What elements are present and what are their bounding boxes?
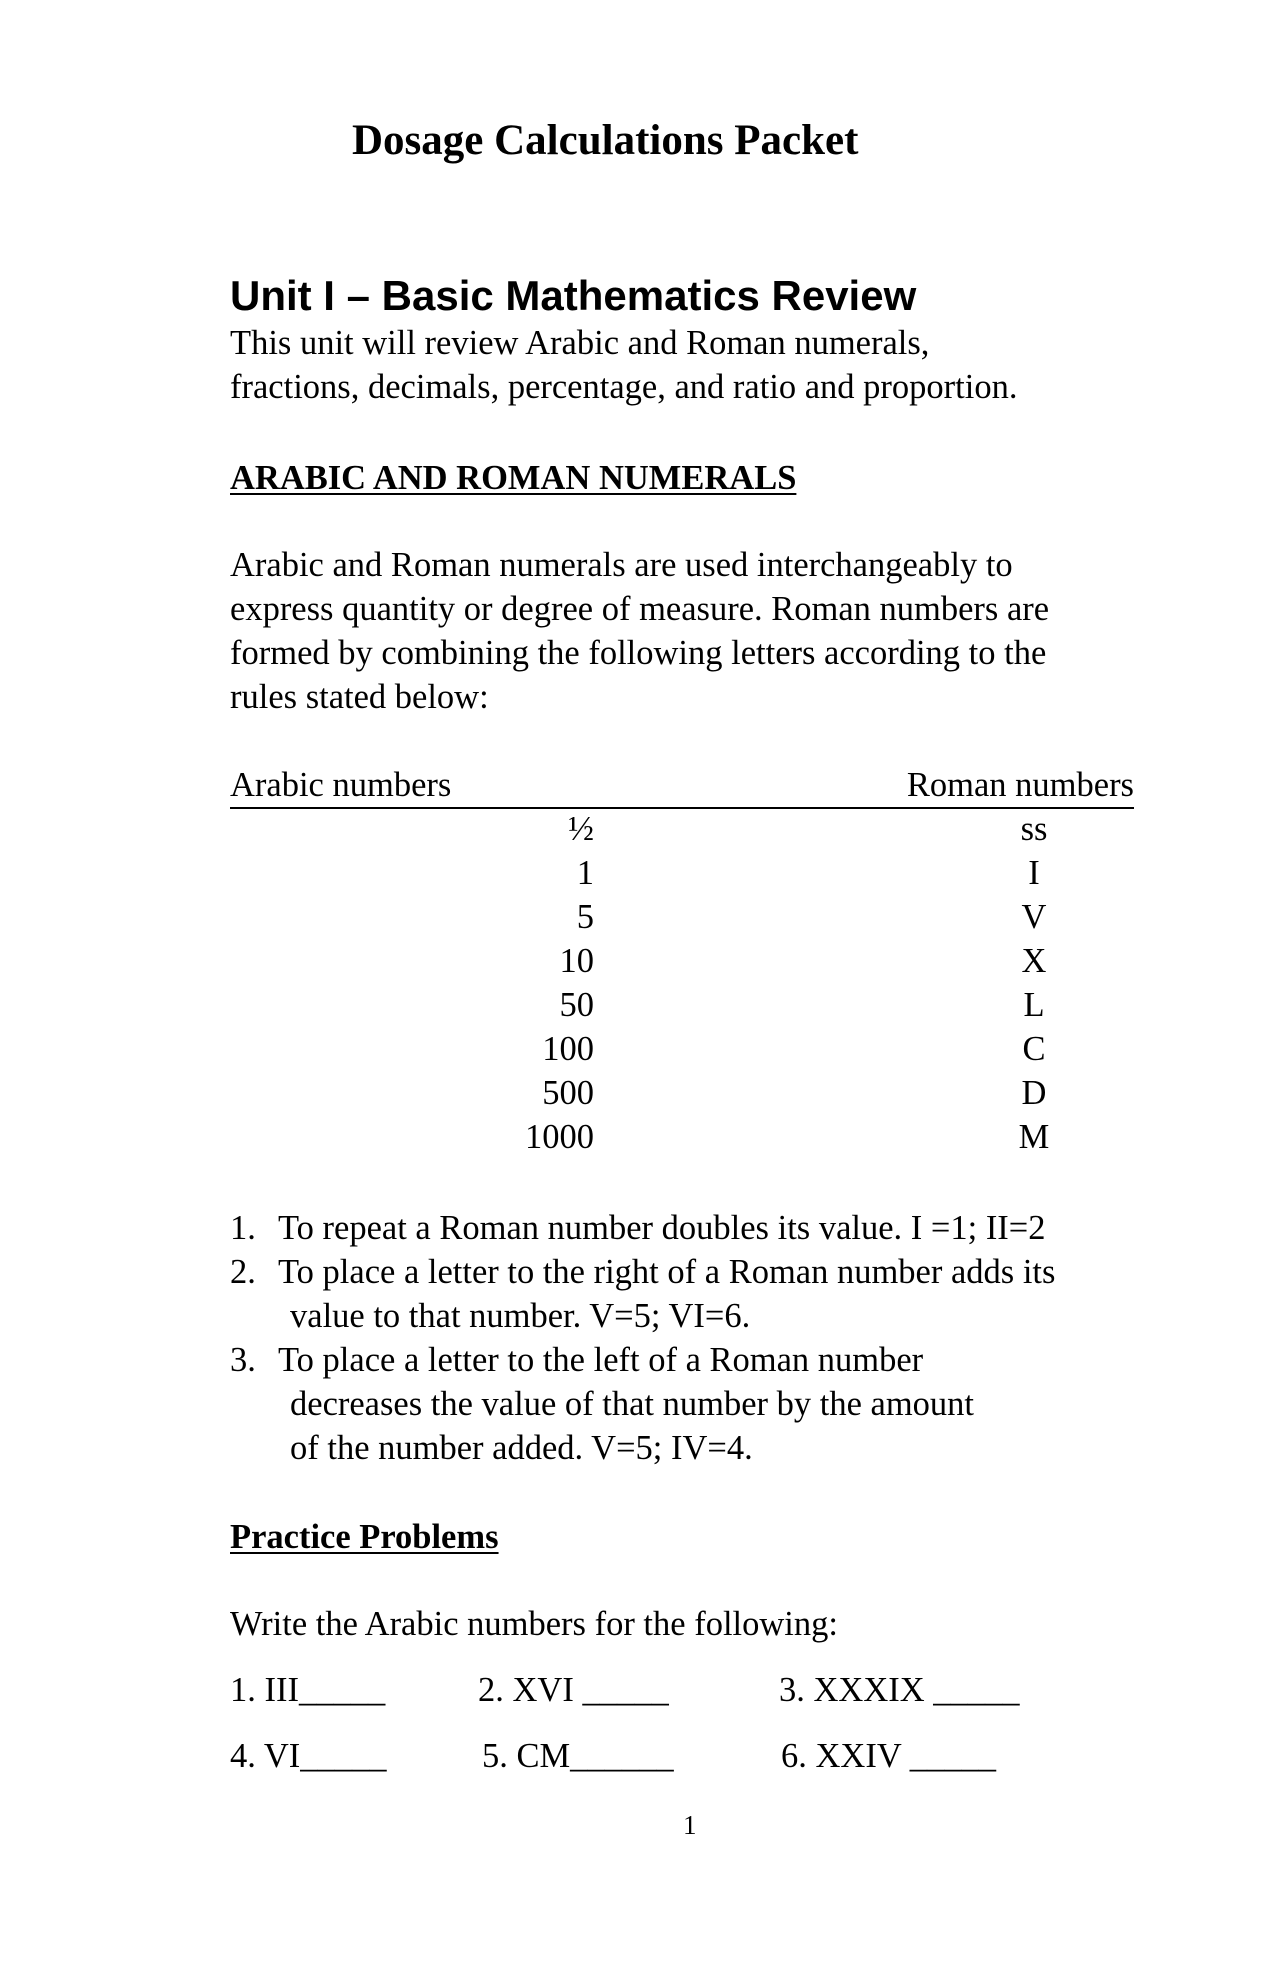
numerals-section-heading: ARABIC AND ROMAN NUMERALS [230,459,797,497]
numerals-paragraph [230,543,1049,719]
unit-heading: Unit I – Basic Mathematics Review [230,272,917,319]
arabic-value: 1000 [525,1118,594,1156]
document-title: Dosage Calculations Packet [352,117,859,164]
list-item [230,1206,1055,1250]
rule-text: value to that number. V=5; VI=6. [290,1297,751,1335]
practice-problem: 3. XXXIX _____ [779,1671,1020,1709]
practice-problem: 5. CM______ [482,1737,674,1775]
page-number: 1 [683,1810,697,1840]
table-row [230,983,1134,1027]
practice-problem: 2. XVI _____ [478,1671,669,1709]
paragraph-line: rules stated below: [230,678,489,716]
roman-value: M [1018,1118,1050,1156]
arabic-value: 50 [559,986,594,1024]
list-marker: 3. [230,1341,256,1379]
practice-problem: 4. VI_____ [230,1737,387,1775]
rule-text: of the number added. V=5; IV=4. [290,1429,753,1467]
table-row [230,851,1134,895]
rule-text: To place a letter to the right of a Roman number adds its [278,1253,1056,1291]
table-row [230,1115,1134,1159]
table-row [230,895,1134,939]
rule-text: decreases the value of that number by the amount [290,1385,975,1423]
paragraph-line: formed by combining the following letters according to the [230,634,1047,672]
roman-value: L [1023,986,1045,1024]
arabic-value: 100 [542,1030,594,1068]
list-item [230,1338,1055,1470]
roman-value: X [1021,942,1047,980]
intro-paragraph [230,321,1017,409]
practice-problem: 1. III_____ [230,1671,386,1709]
list-marker: 1. [230,1209,256,1247]
arabic-value: 1 [576,854,594,892]
table-row [230,807,1134,851]
rules-list [230,1206,1055,1470]
numerals-table-header [230,763,1134,809]
rule-text: To place a letter to the left of a Roman number [278,1341,924,1379]
roman-value: I [1028,854,1040,892]
intro-line: This unit will review Arabic and Roman numerals, [230,324,930,362]
paragraph-line: express quantity or degree of measure. Roman numbers are [230,590,1050,628]
arabic-value: 500 [542,1074,594,1112]
table-row [230,939,1134,983]
list-item [230,1250,1055,1338]
practice-problem: 6. XXIV _____ [781,1737,996,1775]
arabic-value: 10 [559,942,594,980]
practice-instruction: Write the Arabic numbers for the following: [230,1605,838,1643]
practice-section-heading: Practice Problems [230,1518,499,1556]
intro-line: fractions, decimals, percentage, and ratio and proportion. [230,368,1018,406]
roman-value: V [1021,898,1047,936]
table-row [230,1027,1134,1071]
roman-value: C [1022,1030,1046,1068]
rule-text: To repeat a Roman number doubles its value. I =1; II=2 [278,1209,1046,1247]
arabic-value: 5 [576,898,594,936]
roman-value: D [1021,1074,1047,1112]
arabic-column-header: Arabic numbers [230,766,452,804]
roman-column-header: Roman numbers [906,766,1134,804]
roman-value: ss [1020,810,1048,848]
table-row [230,1071,1134,1115]
list-marker: 2. [230,1253,256,1291]
arabic-value: ½ [568,810,594,848]
paragraph-line: Arabic and Roman numerals are used interchangeably to [230,546,1013,584]
